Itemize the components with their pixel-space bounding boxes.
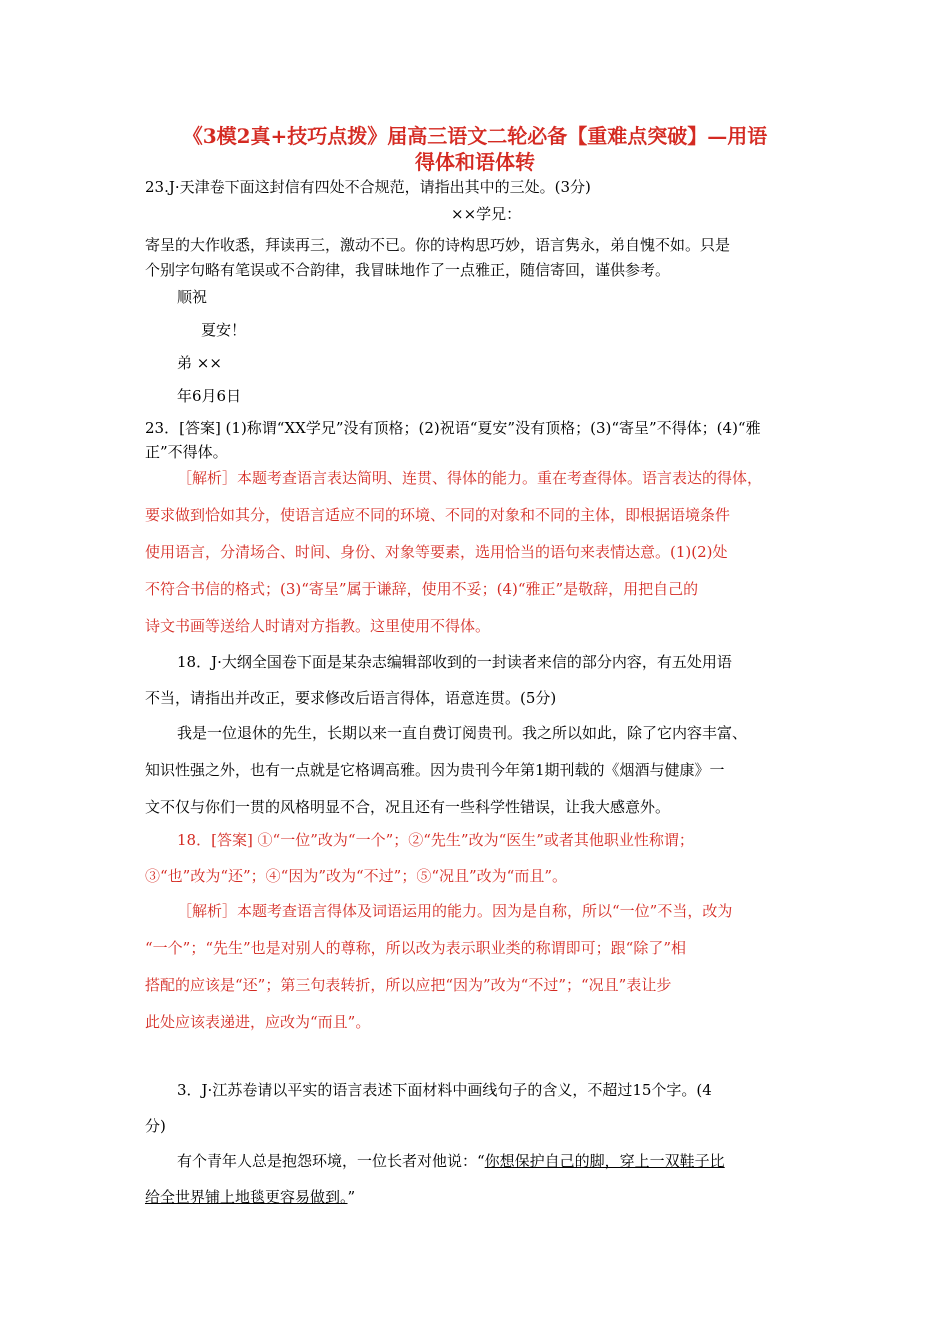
q18-analysis-line3: 搭配的应该是“还”；第三句表转折，所以应把“因为”改为“不过”；“况且”表让步 [145, 976, 672, 994]
q18-analysis-line2: “一个”；“先生”也是对别人的尊称，所以改为表示职业类的称谓即可；跟“除了”相 [145, 939, 687, 957]
q3-material-closing-quote: ” [347, 1188, 356, 1206]
q23-answer-line2: 正”不得体。 [145, 443, 228, 461]
q18-question-line2: 不当，请指出并改正，要求修改后语言得体，语意连贯。(5分) [145, 689, 557, 707]
q23-answer-line1: 23．[答案] (1)称谓“XX学兄”没有顶格；(2)祝语“夏安”没有顶格；(3)“寄呈”不得体；(4)“雅 [145, 419, 761, 437]
document-title-line2: 得体和语体转 [415, 150, 535, 174]
document-title-line1: 《3模2真+技巧点拨》届高三语文二轮必备【重难点突破】—用语 [182, 124, 768, 148]
q18-letter-line2: 知识性强之外，也有一点就是它格调高雅。因为贵刊今年第1期刊载的《烟酒与健康》一 [145, 761, 725, 779]
q23-date: 年6月6日 [177, 387, 242, 405]
q18-answer-line1: 18．[答案] ①“一位”改为“一个”；②“先生”改为“医生”或者其他职业性称谓； [177, 831, 694, 849]
q23-question: 23.J·天津卷下面这封信有四处不合规范，请指出其中的三处。(3分) [145, 178, 591, 196]
q23-analysis-line3: 使用语言，分清场合、时间、身份、对象等要素，选用恰当的语句来表情达意。(1)(2)处 [145, 543, 728, 561]
q23-analysis-line2: 要求做到恰如其分，使语言适应不同的环境、不同的对象和不同的主体，即根据语境条件 [145, 506, 731, 524]
q23-closing-line1: 顺祝 [177, 288, 208, 306]
q3-material-line1 [177, 1151, 847, 1171]
q23-analysis-line1: ［解析］本题考查语言表达简明、连贯、得体的能力。重在考查得体。语言表达的得体， [177, 469, 763, 487]
q23-salutation: ××学兄： [451, 205, 522, 223]
q23-letter-body-line2: 个别字句略有笔误或不合韵律，我冒昧地作了一点雅正，随信寄回，谨供参考。 [145, 261, 671, 279]
q3-material-text: 有个青年人总是抱怨环境，一位长者对他说：“ [177, 1152, 485, 1170]
q18-answer-line2: ③“也”改为“还”；④“因为”改为“不过”；⑤“况且”改为“而且”。 [145, 867, 568, 885]
q18-letter-line1: 我是一位退休的先生，长期以来一直自费订阅贵刊。我之所以如此，除了它内容丰富、 [177, 724, 748, 742]
q23-letter-body-line1: 寄呈的大作收悉，拜读再三，激动不已。你的诗构思巧妙，语言隽永，弟自愧不如。只是 [145, 236, 731, 254]
q3-underlined-sentence-part1: 你想保护自己的脚，穿上一双鞋子比 [484, 1152, 725, 1170]
q18-analysis-line4: 此处应该表递进，应改为“而且”。 [145, 1013, 371, 1031]
q3-question-line1: 3．J·江苏卷请以平实的语言表述下面材料中画线句子的含义，不超过15个字。(4 [177, 1081, 712, 1099]
q3-question-line2: 分) [145, 1117, 166, 1135]
q18-question-line1: 18．J·大纲全国卷下面是某杂志编辑部收到的一封读者来信的部分内容，有五处用语 [177, 653, 732, 671]
q18-letter-line3: 文不仅与你们一贯的风格明显不合，况且还有一些科学性错误，让我大感意外。 [145, 798, 671, 816]
q3-underlined-sentence-part2: 给全世界铺上地毯更容易做到。 [145, 1188, 348, 1206]
q23-signature: 弟 ×× [177, 354, 222, 372]
q23-analysis-line5: 诗文书画等送给人时请对方指教。这里使用不得体。 [145, 617, 491, 635]
q18-analysis-line1: ［解析］本题考查语言得体及词语运用的能力。因为是自称，所以“一位”不当，改为 [177, 902, 733, 920]
q3-material-line2 [145, 1187, 815, 1207]
q23-analysis-line4: 不符合书信的格式；(3)“寄呈”属于谦辞，使用不妥；(4)“雅正”是敬辞，用把自己的 [145, 580, 699, 598]
q23-closing-line2: 夏安！ [201, 321, 247, 339]
